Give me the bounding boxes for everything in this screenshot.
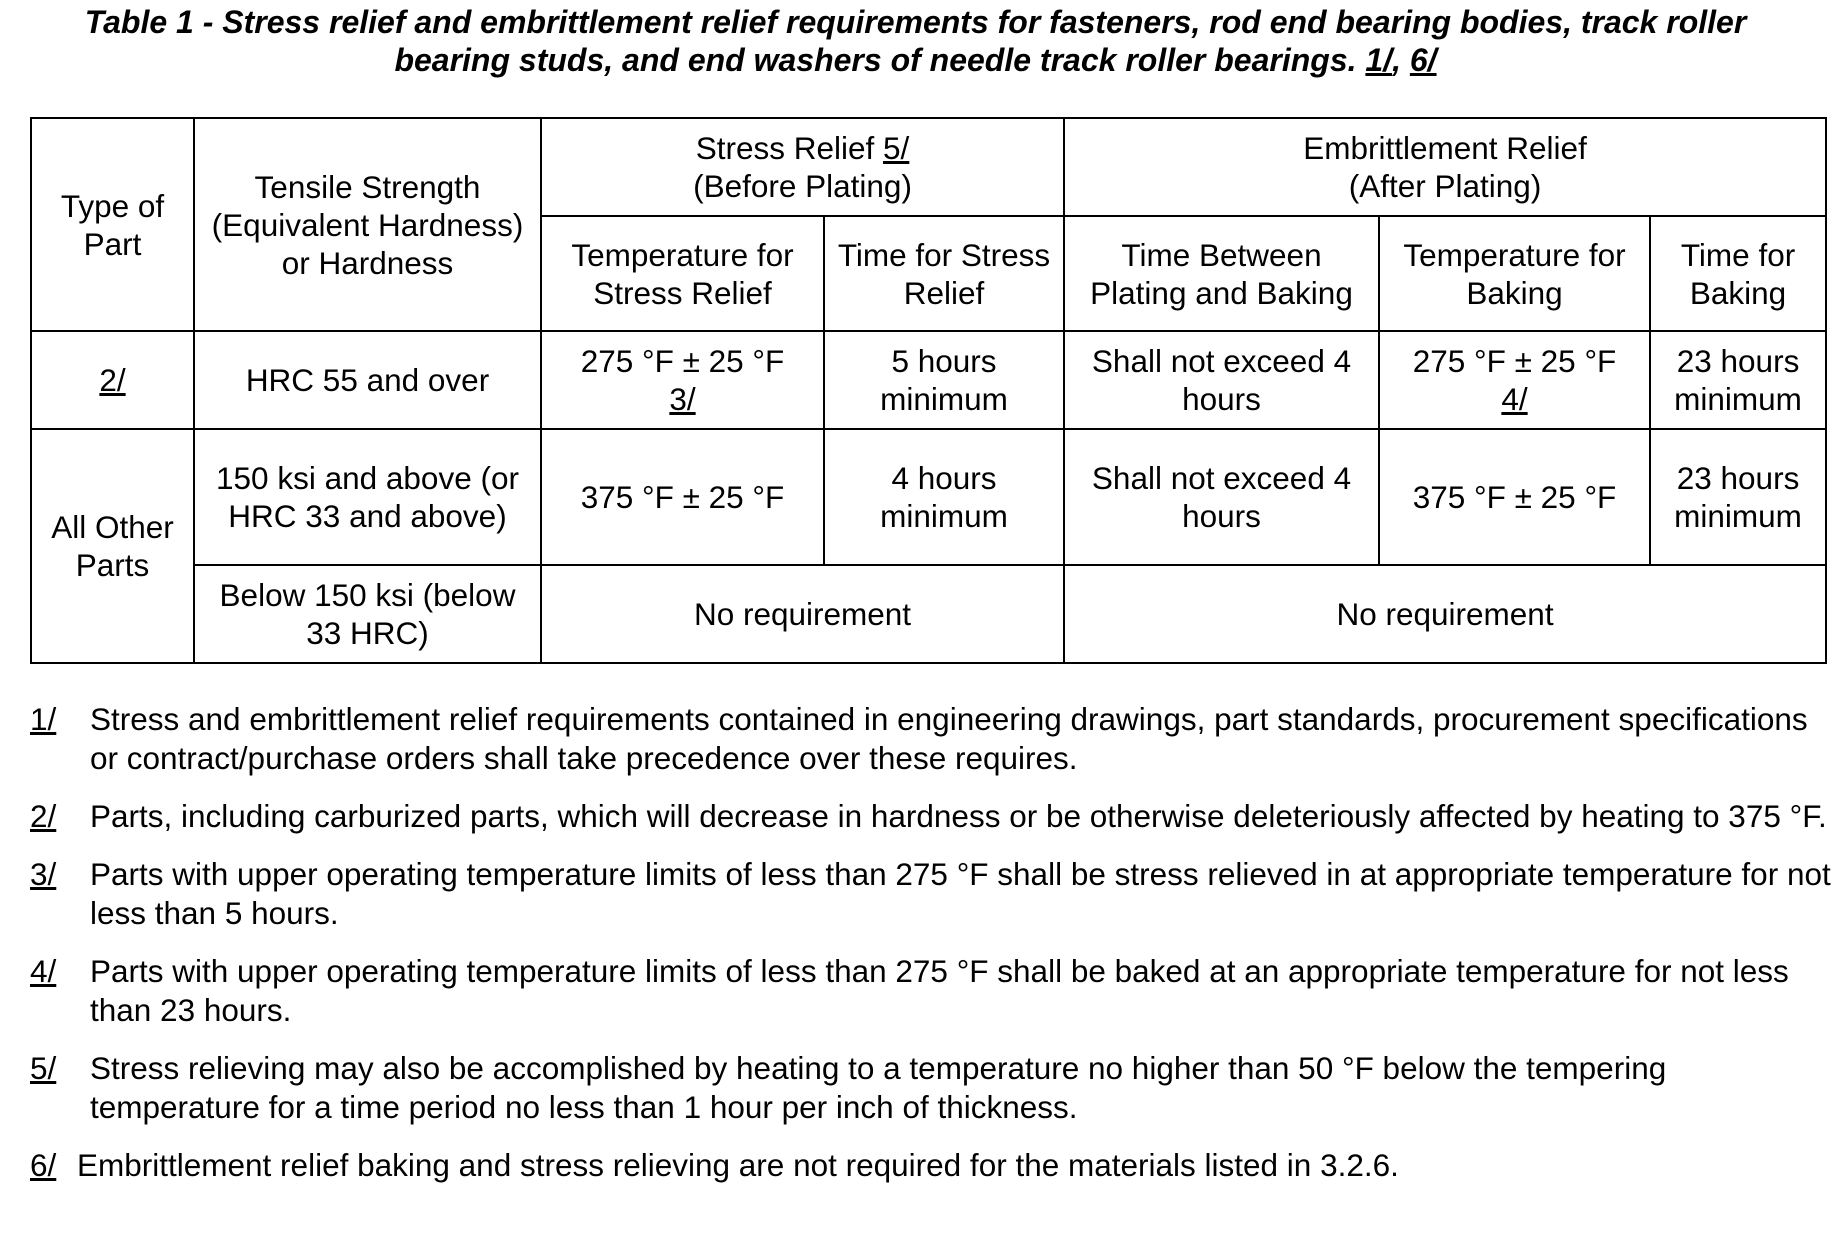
- header-stress-relief-ref[interactable]: 5/: [883, 130, 910, 166]
- header-embrittlement-relief-sub: (After Plating): [1348, 168, 1542, 204]
- header-stress-relief-sub: (Before Plating): [693, 168, 912, 204]
- footnote-2-number: 2/: [30, 798, 57, 834]
- header-time-baking: Time for Baking: [1650, 216, 1826, 331]
- footnotes: [30, 700, 1831, 1204]
- table-caption: [30, 3, 1801, 79]
- header-embrittlement-relief-label: Embrittlement Relief: [1303, 130, 1587, 166]
- header-time-stress-relief: Time for Stress Relief: [824, 216, 1064, 331]
- row1-time-baking: 23 hours minimum: [1650, 331, 1826, 429]
- row2-temp-baking: 375 °F ± 25 °F: [1379, 429, 1650, 565]
- footnote-4-number: 4/: [30, 953, 57, 989]
- footnote-5-text: Stress relieving may also be accomplished by heating to a temperature no higher than 50 °F below the tempering temperature for a time period no less than 1 hour per inch of thickness.: [90, 1050, 1667, 1125]
- footnote-3-number: 3/: [30, 856, 57, 892]
- row2-type: All Other Parts: [31, 429, 194, 663]
- caption-ref-6[interactable]: 6/: [1409, 42, 1437, 78]
- header-stress-relief-label: Stress Relief: [695, 130, 875, 166]
- footnote-1: [30, 700, 1831, 778]
- footnote-5: [30, 1049, 1831, 1127]
- footnote-1-number: 1/: [30, 701, 57, 737]
- row1-type-ref[interactable]: 2/: [99, 362, 126, 398]
- header-temp-stress-relief: Temperature for Stress Relief: [541, 216, 824, 331]
- header-tensile-strength: Tensile Strength (Equivalent Hardness) or Hardness: [194, 118, 541, 331]
- row1-time-stress: 5 hours minimum: [824, 331, 1064, 429]
- row2-time-between: Shall not exceed 4 hours: [1064, 429, 1379, 565]
- footnote-2-text: Parts, including carburized parts, which will decrease in hardness or be otherwise deleteriously affected by heating to 375 °F.: [90, 798, 1827, 834]
- footnote-6: [30, 1146, 1831, 1185]
- row1-temp-stress-ref[interactable]: 3/: [669, 381, 696, 417]
- row1-temp-stress: [541, 331, 824, 429]
- header-time-between-plating-baking: Time Between Plating and Baking: [1064, 216, 1379, 331]
- footnote-4: [30, 952, 1831, 1030]
- row1-temp-baking: [1379, 331, 1650, 429]
- footnote-6-number: 6/: [30, 1147, 57, 1183]
- header-stress-relief: [541, 118, 1064, 216]
- header-temp-baking: Temperature for Baking: [1379, 216, 1650, 331]
- requirements-table: [30, 117, 1827, 664]
- caption-ref-1[interactable]: 1/: [1365, 42, 1393, 78]
- footnote-4-text: Parts with upper operating temperature limits of less than 275 °F shall be baked at an appropriate temperature for not less than 23 hours.: [90, 953, 1789, 1028]
- row1-type: [31, 331, 194, 429]
- row3-strength: Below 150 ksi (below 33 HRC): [194, 565, 541, 663]
- row2-strength: 150 ksi and above (or HRC 33 and above): [194, 429, 541, 565]
- caption-text: Table 1 - Stress relief and embrittlement relief requirements for fasteners, rod end bearing bodies, track roller bearing studs, and end washers of needle track roller bearings.: [84, 4, 1747, 78]
- header-type-of-part: Type of Part: [31, 118, 194, 331]
- row1-time-between: Shall not exceed 4 hours: [1064, 331, 1379, 429]
- row2-time-stress: 4 hours minimum: [824, 429, 1064, 565]
- footnote-5-number: 5/: [30, 1050, 57, 1086]
- row1-temp-baking-ref[interactable]: 4/: [1501, 381, 1528, 417]
- row1-strength: HRC 55 and over: [194, 331, 541, 429]
- header-embrittlement-relief: [1064, 118, 1826, 216]
- row2-temp-stress: 375 °F ± 25 °F: [541, 429, 824, 565]
- footnote-3: [30, 855, 1831, 933]
- row2-time-baking: 23 hours minimum: [1650, 429, 1826, 565]
- caption-sep: ,: [1392, 42, 1401, 78]
- footnote-2: [30, 797, 1831, 836]
- footnote-6-text: Embrittlement relief baking and stress relieving are not required for the materials listed in 3.2.6.: [77, 1147, 1399, 1183]
- row1-temp-stress-value: 275 °F ± 25 °F: [580, 343, 785, 379]
- footnote-1-text: Stress and embrittlement relief requirements contained in engineering drawings, part standards, procurement specifications or contract/purchase orders shall take precedence over these requires.: [90, 701, 1808, 776]
- footnote-3-text: Parts with upper operating temperature limits of less than 275 °F shall be stress relieved in at appropriate temperature for not less than 5 hours.: [90, 856, 1831, 931]
- row3-embrittlement-relief: No requirement: [1064, 565, 1826, 663]
- row3-stress-relief: No requirement: [541, 565, 1064, 663]
- row1-temp-baking-value: 275 °F ± 25 °F: [1412, 343, 1617, 379]
